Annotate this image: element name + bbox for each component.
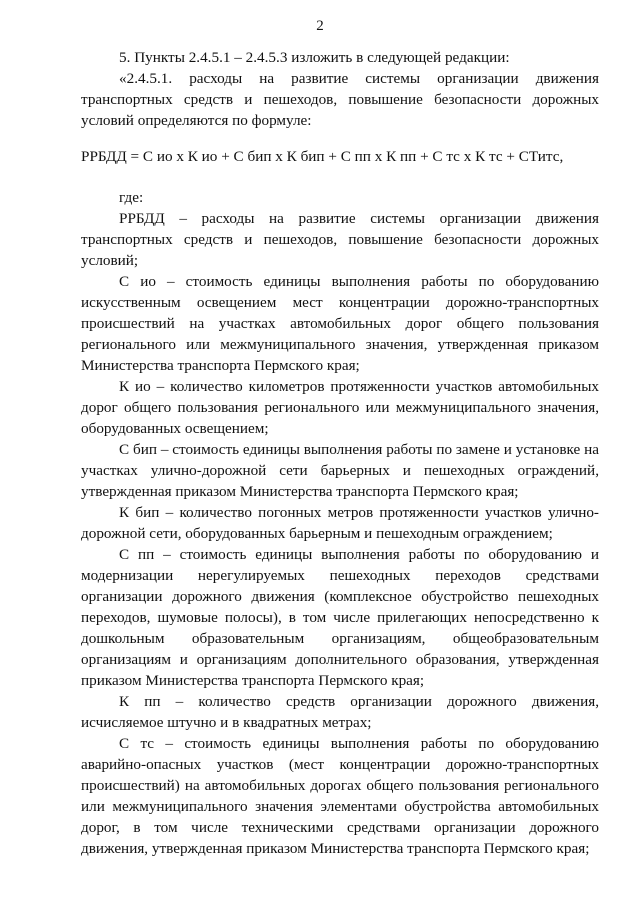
definition-c-pp: С пп – стоимость единицы выполнения работы по оборудованию и модернизации нерегулируемых пешеходных переходов средствами организации дорожного движения (комплексное обустройство пешеходных переходов, шумовые полосы), в том числе прилегающих непосредственно к дошкольным образовательным организациям, общеобразовательным организациям и организациям дополнительного образования, утвержденная приказом Министерства транспорта Пермского края;	[81, 546, 599, 689]
definition-k-io: К ио – количество километров протяженности участков автомобильных дорог общего пользования регионального или межмуниципального значения, оборудованных освещением;	[81, 378, 599, 437]
definition-k-pp: К пп – количество средств организации дорожного движения, исчисляемое штучно и в квадратных метрах;	[81, 693, 599, 731]
definition-c-ts: С тс – стоимость единицы выполнения работы по оборудованию аварийно-опасных участков (мест концентрации дорожно-транспортных происшествий) на автомобильных дорогах общего пользования регионального или межмуниципального значения элементами обустройства автомобильных дорог, в том числе техническими средствами организации дорожного движения, утвержденная приказом Министерства транспорта Пермского края;	[81, 735, 599, 857]
clause-paragraph: «2.4.5.1. расходы на развитие системы организации движения транспортных средств и пешеходов, повышение безопасности дорожных условий определяются по формуле:	[81, 70, 599, 129]
document-body	[81, 47, 599, 859]
where-label: где:	[119, 189, 144, 206]
definition-rrbdd: РРБДД – расходы на развитие системы организации движения транспортных средств и пешеходов, повышение безопасности дорожных условий;	[81, 210, 599, 269]
definition-k-bip: К бип – количество погонных метров протяженности участков улично-дорожной сети, оборудованных барьерным и пешеходным ограждением;	[81, 504, 599, 542]
page-number: 2	[316, 18, 324, 34]
definition-c-bip: С бип – стоимость единицы выполнения работы по замене и установке на участках улично-дорожной сети барьерных и пешеходных ограждений, утвержденная приказом Министерства транспорта Пермского края;	[81, 441, 599, 500]
intro-paragraph: 5. Пункты 2.4.5.1 – 2.4.5.3 изложить в следующей редакции:	[119, 49, 510, 66]
formula: РРБДД = С ио х К ио + С бип х К бип + С пп х К пп + С тс х К тс + СТитс,	[81, 148, 564, 165]
definition-c-io: С ио – стоимость единицы выполнения работы по оборудованию искусственным освещением мест концентрации дорожно-транспортных происшествий на участках автомобильных дорог общего пользования регионального или межмуниципального значения, утвержденная приказом Министерства транспорта Пермского края;	[81, 273, 599, 374]
